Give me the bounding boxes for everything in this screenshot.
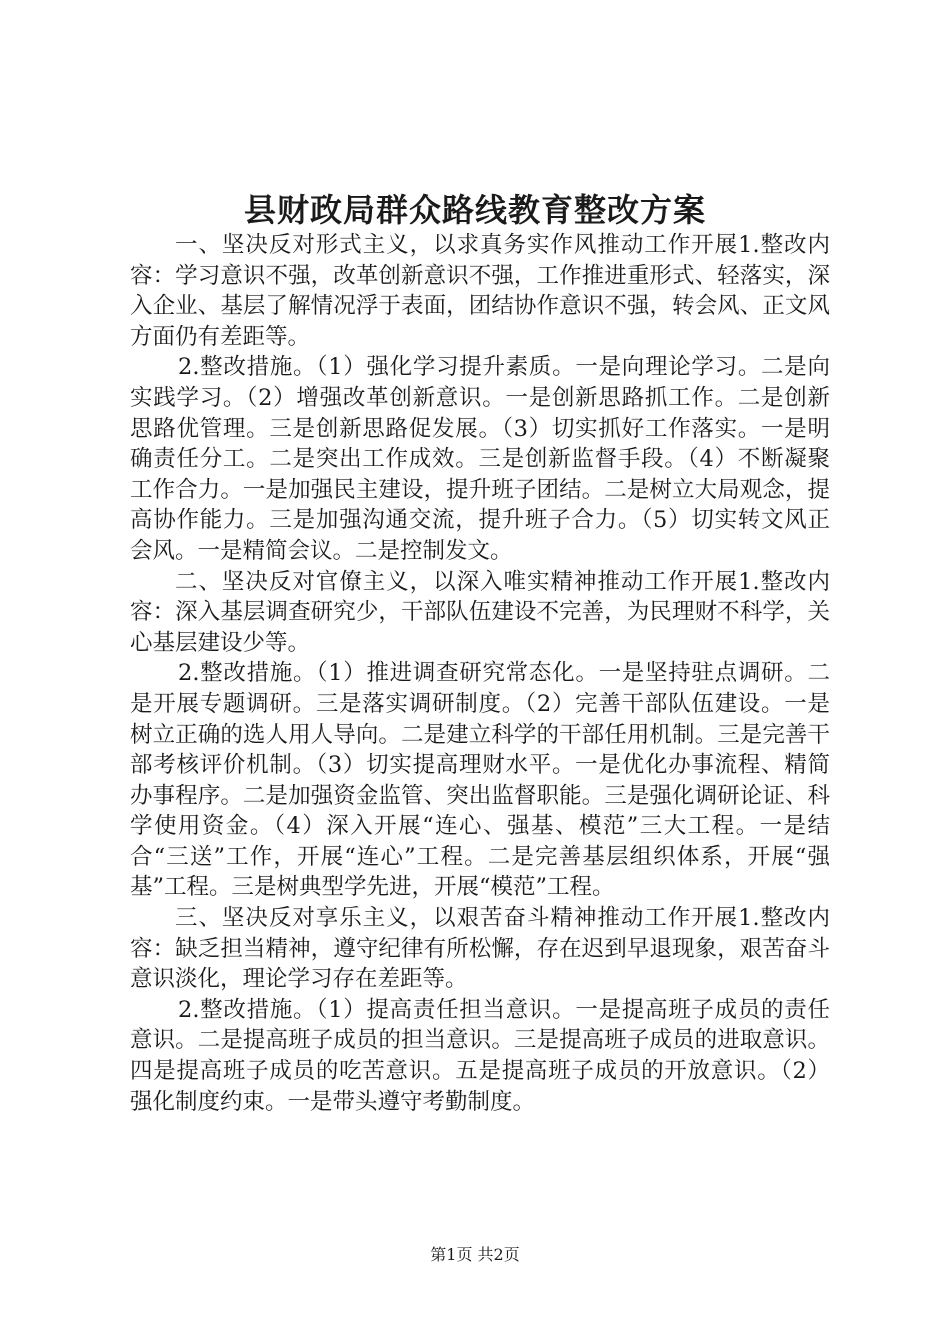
paragraph-5: 三、坚决反对享乐主义，以艰苦奋斗精神推动工作开展1.整改内容：缺乏担当精神，遵守纪律有所松懈，存在迟到早退现象，艰苦奋斗意识淡化，理论学习存在差距等。 [130, 905, 830, 993]
paragraph-2: 2.整改措施。（1）强化学习提升素质。一是向理论学习。二是向实践学习。（2）增强改革创新意识。一是创新思路抓工作。二是创新思路优管理。三是创新思路促发展。（3）切实抓好工作落实。一是明确责任分工。二是突出工作成效。三是创新监督手段。（4）不断凝聚工作合力。一是加强民主建设，提升班子团结。二是树立大局观念，提高协作能力。三是加强沟通交流，提升班子合力。（5）切实转文风正会风。一是精简会议。二是控制发文。 [130, 354, 830, 564]
paragraph-3: 二、坚决反对官僚主义，以深入唯实精神推动工作开展1.整改内容：深入基层调查研究少，干部队伍建设不完善，为民理财不科学，关心基层建设少等。 [130, 568, 830, 656]
paragraph-6: 2.整改措施。（1）提高责任担当意识。一是提高班子成员的责任意识。二是提高班子成员的担当意识。三是提高班子成员的进取意识。四是提高班子成员的吃苦意识。五是提高班子成员的开放意识。（2）强化制度约束。一是带头遵守考勤制度。 [130, 996, 830, 1115]
document-body [130, 230, 830, 1117]
document-title: 县财政局群众路线教育整改方案 [243, 191, 706, 229]
paragraph-4: 2.整改措施。（1）推进调查研究常态化。一是坚持驻点调研。二是开展专题调研。三是落实调研制度。（2）完善干部队伍建设。一是树立正确的选人用人导向。二是建立科学的干部任用机制。三是完善干部考核评价机制。（3）切实提高理财水平。一是优化办事流程、精简办事程序。二是加强资金监管、突出监督职能。三是强化调研论证、科学使用资金。（4）深入开展“连心、强基、模范”三大工程。一是结合“三送”工作，开展“连心”工程。二是完善基层组织体系，开展“强基”工程。三是树典型学先进，开展“模范”工程。 [130, 660, 830, 901]
page-number-footer: 第1页 共2页 [430, 1245, 520, 1264]
paragraph-1: 一、坚决反对形式主义，以求真务实作风推动工作开展1.整改内容：学习意识不强，改革创新意识不强，工作推进重形式、轻落实，深入企业、基层了解情况浮于表面，团结协作意识不强，转会风、正文风方面仍有差距等。 [130, 232, 830, 350]
